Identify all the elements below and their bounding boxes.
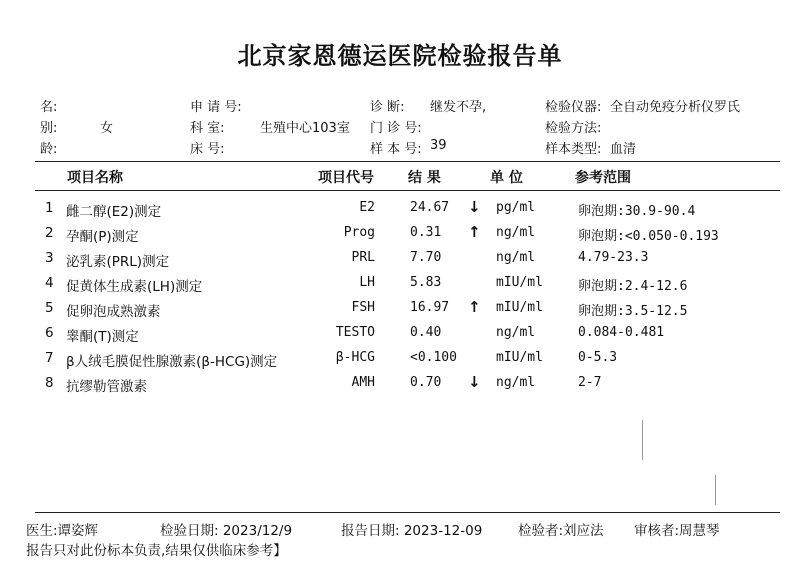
header-top-rule: [35, 161, 780, 162]
row-result: 0.31: [410, 225, 442, 240]
row-number: 6: [45, 325, 54, 341]
diagnosis-value: 继发不孕,: [430, 100, 487, 115]
row-item-code: Prog: [343, 225, 375, 240]
row-unit: mIU/ml: [496, 350, 543, 365]
row-number: 4: [45, 275, 54, 291]
margin-mark: [642, 420, 643, 460]
footer-note: 报告只对此份标本负责,结果仅供临床参考】: [26, 543, 287, 559]
bed-label: 床 号:: [190, 142, 225, 157]
row-result: 16.97: [410, 300, 450, 315]
row-number: 8: [45, 375, 54, 391]
row-unit: ng/ml: [496, 250, 536, 265]
sample-no-label: 样 本 号:: [370, 142, 422, 157]
footer-test-date: 检验日期: 2023/12/9: [160, 523, 293, 539]
arrow-down-icon: ↓: [468, 198, 481, 216]
row-reference-range: 0-5.3: [578, 350, 618, 365]
footer-report-date: 报告日期: 2023-12-09: [341, 523, 483, 539]
row-item-code: FSH: [351, 300, 375, 315]
clinic-label: 门 诊 号:: [370, 121, 422, 136]
row-item-name: 雌二醇(E2)测定: [66, 204, 162, 220]
row-unit: mIU/ml: [496, 275, 543, 290]
dept-value: 生殖中心103室: [260, 121, 350, 136]
row-item-name: 抗缪勒管激素: [66, 379, 147, 395]
instrument-label: 检验仪器:: [545, 100, 602, 115]
row-reference-range: 2-7: [578, 375, 602, 390]
col-header-result: 结 果: [408, 170, 441, 186]
row-unit: ng/ml: [496, 325, 536, 340]
row-result: 7.70: [410, 250, 442, 265]
row-item-name: 泌乳素(PRL)测定: [66, 254, 170, 270]
footer-doctor: 医生:谭姿辉: [26, 523, 99, 539]
row-item-name: β人绒毛膜促性腺激素(β-HCG)测定: [66, 354, 278, 370]
sample-type-label: 样本类型:: [545, 142, 602, 157]
gender-value: 女: [100, 121, 114, 136]
diagnosis-label: 诊 断:: [370, 100, 405, 115]
row-result: 0.70: [410, 375, 442, 390]
arrow-up-icon: ↑: [468, 223, 481, 241]
request-label: 申 请 号:: [190, 100, 242, 115]
row-item-code: β-HCG: [335, 350, 375, 365]
row-item-name: 促黄体生成素(LH)测定: [66, 279, 203, 295]
row-item-name: 促卵泡成熟激素: [66, 304, 161, 320]
row-item-name: 睾酮(T)测定: [66, 329, 139, 345]
row-reference-range: 卵泡期:2.4-12.6: [578, 279, 688, 294]
col-header-name: 项目名称: [67, 170, 123, 186]
row-unit: ng/ml: [496, 375, 536, 390]
row-number: 7: [45, 350, 54, 366]
footer-reviewer: 审核者:周慧琴: [634, 523, 720, 539]
row-result: 5.83: [410, 275, 442, 290]
gender-label: 别:: [40, 121, 58, 136]
row-number: 5: [45, 300, 54, 316]
row-reference-range: 0.084-0.481: [578, 325, 665, 340]
table-bottom-rule: [35, 512, 780, 513]
row-item-code: TESTO: [335, 325, 375, 340]
arrow-down-icon: ↓: [468, 373, 481, 391]
col-header-code: 项目代号: [318, 170, 374, 186]
row-reference-range: 卵泡期:3.5-12.5: [578, 304, 688, 319]
row-item-code: E2: [359, 200, 375, 215]
row-result: <0.100: [410, 350, 457, 365]
row-unit: ng/ml: [496, 225, 536, 240]
margin-mark: [715, 475, 716, 505]
method-label: 检验方法:: [545, 121, 602, 136]
col-header-ref: 参考范围: [575, 170, 631, 186]
row-reference-range: 卵泡期:<0.050-0.193: [578, 229, 719, 244]
row-item-code: AMH: [351, 375, 375, 390]
col-header-unit: 单 位: [490, 170, 523, 186]
header-bottom-rule: [35, 190, 780, 191]
row-reference-range: 4.79-23.3: [578, 250, 649, 265]
row-result: 0.40: [410, 325, 442, 340]
sample-type-value: 血清: [610, 142, 637, 157]
row-item-code: PRL: [351, 250, 375, 265]
row-reference-range: 卵泡期:30.9-90.4: [578, 204, 696, 219]
sample-no-value: 39: [430, 138, 447, 153]
row-item-code: LH: [359, 275, 375, 290]
footer-tester: 检验者:刘应法: [518, 523, 604, 539]
row-unit: pg/ml: [496, 200, 536, 215]
row-unit: mIU/ml: [496, 300, 543, 315]
arrow-up-icon: ↑: [468, 298, 481, 316]
row-number: 1: [45, 200, 54, 216]
row-item-name: 孕酮(P)测定: [66, 229, 139, 245]
row-result: 24.67: [410, 200, 450, 215]
row-number: 2: [45, 225, 54, 241]
name-label: 名:: [40, 100, 58, 115]
age-label: 龄:: [40, 142, 58, 157]
instrument-value: 全自动免疫分析仪罗氏: [610, 100, 741, 115]
row-number: 3: [45, 250, 54, 266]
report-title: 北京家恩德运医院检验报告单: [237, 42, 563, 70]
dept-label: 科 室:: [190, 121, 225, 136]
